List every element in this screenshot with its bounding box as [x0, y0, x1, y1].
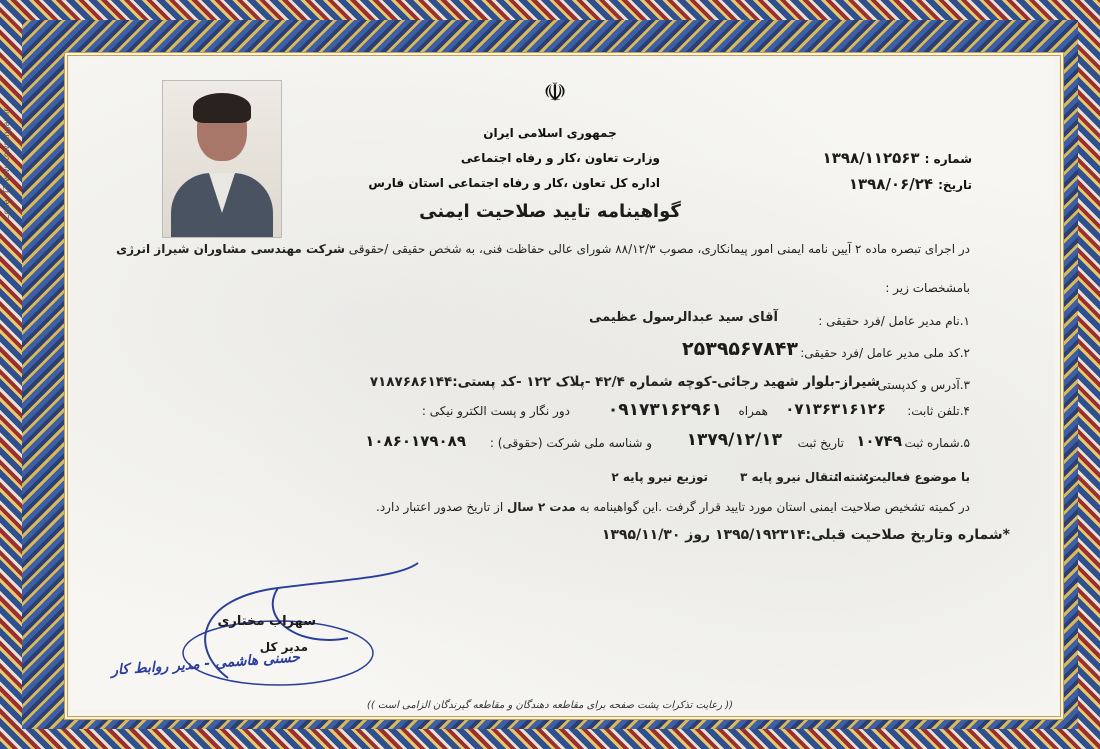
- date-label: تاریخ:: [938, 178, 972, 192]
- activity-item-2: توزیع نیرو پایه ۲: [611, 470, 708, 484]
- mobile-label: همراه: [738, 404, 768, 418]
- number-label: شماره :: [924, 152, 972, 166]
- intro-line2: بامشخصات زیر :: [885, 281, 970, 295]
- date-block: [849, 174, 972, 193]
- number-value: ۱۳۹۸/۱۱۲۵۶۳: [822, 149, 920, 167]
- iran-emblem-icon: ☫: [543, 78, 567, 108]
- national-id-value: ۱۰۸۶۰۱۷۹۰۸۹: [365, 432, 466, 450]
- company-name: شرکت مهندسی مشاوران شیراز انرژی: [116, 242, 345, 256]
- reg-label: ۵.شماره ثبت: [904, 436, 970, 450]
- side-code: Code: T7 www.towsangan.ir: [2, 108, 11, 220]
- header-office: اداره کل تعاون ،کار و رفاه اجتماعی استان فارس: [368, 176, 660, 190]
- national-code-label: ۲.کد ملی مدیر عامل /فرد حقیقی:: [800, 346, 970, 360]
- activity-field-label: رشته :: [834, 470, 874, 484]
- certificate-title: گواهینامه تایید صلاحیت ایمنی: [419, 201, 681, 222]
- phone-label: ۴.تلفن ثابت:: [907, 404, 970, 418]
- validity-duration: مدت ۲ سال: [507, 500, 576, 514]
- stamp-text: حسنی هاشمی - مدیر روابط کار: [110, 649, 301, 679]
- signer-role: مدیر کل: [259, 640, 308, 654]
- number-block: [823, 148, 972, 167]
- header-ministry: وزارت تعاون ،کار و رفاه اجتماعی: [460, 151, 660, 165]
- signer-name: سهراب مختاری: [217, 614, 316, 629]
- national-code-value: ۲۵۳۹۵۶۷۸۴۳: [682, 338, 798, 360]
- date-value: ۱۳۹۸/۰۶/۲۴: [848, 175, 934, 193]
- manager-value: آقای سید عبدالرسول عظیمی: [589, 310, 778, 325]
- previous-qualification: *شماره وتاریخ صلاحیت قبلی:۱۳۹۵/۱۹۲۳۱۴ روز ۱۳۹۵/۱۱/۳۰: [601, 527, 1010, 543]
- header-country: جمهوری اسلامی ایران: [483, 126, 617, 140]
- reg-date-value: ۱۳۷۹/۱۲/۱۳: [686, 430, 782, 450]
- intro-line: در اجرای تبصره ماده ۲ آیین نامه ایمنی امور پیمانکاری، مصوب ۸۸/۱۲/۳ شورای عالی حفاظت فنی، به شخص حقیقی /حقوقی شرکت مهندسی مشاوران شیراز انرژی: [116, 242, 970, 256]
- mobile-value: ۰۹۱۷۳۱۶۲۹۶۱: [607, 400, 722, 420]
- fax-label: دور نگار و پست الکترو نیکی :: [421, 404, 570, 418]
- national-id-label: و شناسه ملی شرکت (حقوقی) :: [489, 436, 652, 450]
- reg-date-label: تاریخ ثبت: [797, 436, 844, 450]
- statement-line: در کمیته تشخیص صلاحیت ایمنی استان مورد تایید قرار گرفت .این گواهینامه به مدت ۲ سال از تاریخ صدور اعتبار دارد.: [376, 500, 970, 514]
- footer-note: (( رعایت تذکرات پشت صفحه برای مقاطعه دهندگان و مقاطعه گیرندگان الزامی است )): [366, 700, 734, 711]
- manager-label: ۱.نام مدیر عامل /فرد حقیقی :: [818, 314, 970, 328]
- activity-item-1: انتقال نیرو پایه ۳: [739, 470, 842, 484]
- address-value: شیراز-بلوار شهید رجائی-کوچه شماره ۴۲/۴ -پلاک ۱۲۲ -کد پستی:۷۱۸۷۶۸۶۱۴۴: [369, 374, 880, 390]
- activity-label: با موضوع فعالیت:: [864, 470, 970, 484]
- phone-value: ۰۷۱۳۶۳۱۶۱۲۶: [785, 400, 886, 418]
- address-label: ۳.آدرس و کدپستی: [877, 378, 970, 392]
- reg-value: ۱۰۷۴۹: [856, 432, 902, 450]
